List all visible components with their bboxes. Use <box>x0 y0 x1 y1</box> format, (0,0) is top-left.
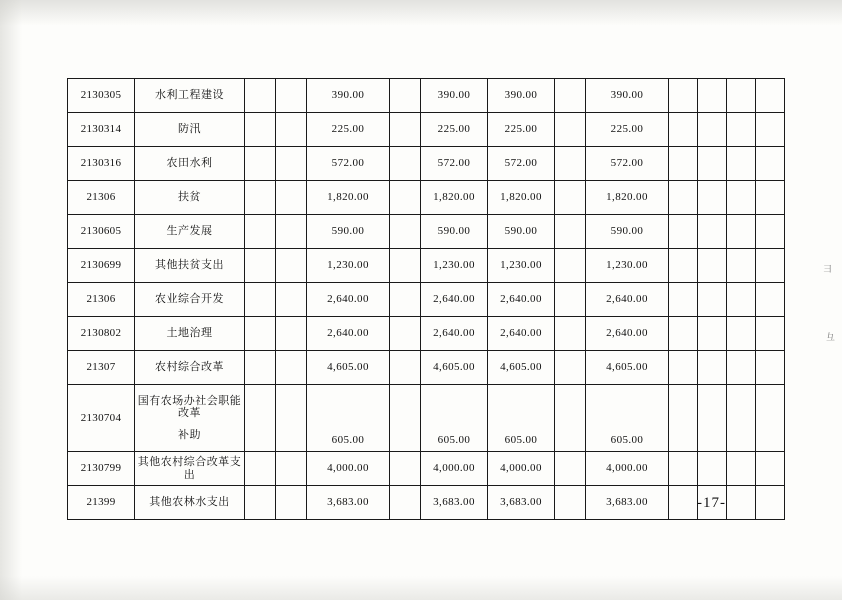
table-row <box>68 249 785 283</box>
row-amount-1: 2,640.00 <box>307 283 390 317</box>
row-blank-3 <box>390 113 421 147</box>
row-amount-4: 3,683.00 <box>586 486 669 520</box>
row-blank-5 <box>669 79 698 113</box>
row-blank-2 <box>276 79 307 113</box>
row-blank-2 <box>276 317 307 351</box>
row-blank-7 <box>727 486 756 520</box>
row-blank-4 <box>555 147 586 181</box>
row-blank-1 <box>245 147 276 181</box>
row-blank-1 <box>245 351 276 385</box>
row-blank-1 <box>245 385 276 452</box>
page-number: -17- <box>697 495 726 511</box>
row-blank-5 <box>669 385 698 452</box>
row-name-line-2: 补助 <box>178 427 201 441</box>
row-blank-1 <box>245 283 276 317</box>
row-blank-3 <box>390 147 421 181</box>
row-name <box>135 385 245 452</box>
row-amount-1: 572.00 <box>307 147 390 181</box>
row-blank-4 <box>555 317 586 351</box>
row-blank-2 <box>276 113 307 147</box>
row-name: 其他农村综合改革支出 <box>135 452 245 486</box>
row-amount-2: 4,000.00 <box>421 452 488 486</box>
row-code: 2130605 <box>68 215 135 249</box>
row-blank-6 <box>698 317 727 351</box>
row-amount-3: 590.00 <box>488 215 555 249</box>
row-blank-6 <box>698 249 727 283</box>
row-blank-4 <box>555 452 586 486</box>
row-blank-8 <box>756 486 785 520</box>
table-row <box>68 283 785 317</box>
row-amount-1: 2,640.00 <box>307 317 390 351</box>
table-row <box>68 113 785 147</box>
row-amount-1: 1,230.00 <box>307 249 390 283</box>
budget-table-body <box>68 79 785 520</box>
row-code: 21306 <box>68 181 135 215</box>
row-blank-6 <box>698 147 727 181</box>
row-amount-1: 3,683.00 <box>307 486 390 520</box>
row-blank-2 <box>276 147 307 181</box>
row-amount-3: 1,820.00 <box>488 181 555 215</box>
row-name: 其他扶贫支出 <box>135 249 245 283</box>
row-name: 扶贫 <box>135 181 245 215</box>
row-blank-6 <box>698 113 727 147</box>
row-blank-2 <box>276 181 307 215</box>
row-blank-1 <box>245 249 276 283</box>
table-row <box>68 147 785 181</box>
budget-table <box>67 78 785 520</box>
row-blank-5 <box>669 113 698 147</box>
row-name: 水利工程建设 <box>135 79 245 113</box>
row-blank-1 <box>245 79 276 113</box>
row-blank-8 <box>756 215 785 249</box>
row-blank-8 <box>756 452 785 486</box>
row-amount-3: 390.00 <box>488 79 555 113</box>
row-amount-3: 1,230.00 <box>488 249 555 283</box>
row-blank-3 <box>390 215 421 249</box>
row-blank-4 <box>555 113 586 147</box>
row-amount-2: 572.00 <box>421 147 488 181</box>
row-blank-6 <box>698 283 727 317</box>
row-blank-3 <box>390 351 421 385</box>
row-blank-8 <box>756 317 785 351</box>
row-blank-3 <box>390 385 421 452</box>
row-blank-3 <box>390 486 421 520</box>
row-blank-7 <box>727 351 756 385</box>
row-blank-4 <box>555 79 586 113</box>
row-blank-7 <box>727 215 756 249</box>
table-row <box>68 181 785 215</box>
row-blank-5 <box>669 215 698 249</box>
table-row <box>68 351 785 385</box>
row-blank-4 <box>555 249 586 283</box>
row-amount-3: 4,000.00 <box>488 452 555 486</box>
row-blank-6 <box>698 215 727 249</box>
row-blank-7 <box>727 385 756 452</box>
row-amount-4: 4,605.00 <box>586 351 669 385</box>
row-blank-8 <box>756 181 785 215</box>
row-code: 21399 <box>68 486 135 520</box>
row-amount-2: 2,640.00 <box>421 317 488 351</box>
row-amount-1: 1,820.00 <box>307 181 390 215</box>
row-amount-4: 390.00 <box>586 79 669 113</box>
row-blank-2 <box>276 486 307 520</box>
row-name: 土地治理 <box>135 317 245 351</box>
row-blank-5 <box>669 351 698 385</box>
scan-edge-shadow-left <box>0 0 22 600</box>
row-blank-2 <box>276 249 307 283</box>
row-amount-4: 4,000.00 <box>586 452 669 486</box>
table-row <box>68 385 785 452</box>
row-amount-4: 2,640.00 <box>586 317 669 351</box>
row-code: 2130314 <box>68 113 135 147</box>
row-name: 农业综合开发 <box>135 283 245 317</box>
row-blank-2 <box>276 283 307 317</box>
row-amount-1: 225.00 <box>307 113 390 147</box>
row-amount-2: 1,230.00 <box>421 249 488 283</box>
row-blank-3 <box>390 79 421 113</box>
row-name: 生产发展 <box>135 215 245 249</box>
table-row <box>68 486 785 520</box>
row-code: 21306 <box>68 283 135 317</box>
row-blank-4 <box>555 351 586 385</box>
row-amount-2: 1,820.00 <box>421 181 488 215</box>
row-code: 2130316 <box>68 147 135 181</box>
row-amount-3: 605.00 <box>488 385 555 452</box>
row-amount-4: 590.00 <box>586 215 669 249</box>
row-amount-3: 572.00 <box>488 147 555 181</box>
row-blank-6 <box>698 181 727 215</box>
row-blank-3 <box>390 317 421 351</box>
row-amount-2: 3,683.00 <box>421 486 488 520</box>
row-blank-4 <box>555 215 586 249</box>
row-blank-1 <box>245 486 276 520</box>
row-amount-2: 225.00 <box>421 113 488 147</box>
table-row <box>68 215 785 249</box>
row-blank-6 <box>698 385 727 452</box>
row-amount-2: 2,640.00 <box>421 283 488 317</box>
row-amount-4: 572.00 <box>586 147 669 181</box>
row-amount-3: 2,640.00 <box>488 317 555 351</box>
row-blank-7 <box>727 283 756 317</box>
row-name: 农田水利 <box>135 147 245 181</box>
row-amount-1: 605.00 <box>307 385 390 452</box>
row-code: 2130802 <box>68 317 135 351</box>
row-blank-3 <box>390 452 421 486</box>
row-blank-3 <box>390 181 421 215</box>
row-blank-3 <box>390 249 421 283</box>
row-code: 2130699 <box>68 249 135 283</box>
row-blank-7 <box>727 147 756 181</box>
row-name: 其他农林水支出 <box>135 486 245 520</box>
row-amount-1: 4,000.00 <box>307 452 390 486</box>
row-blank-6 <box>698 452 727 486</box>
row-blank-8 <box>756 249 785 283</box>
row-blank-2 <box>276 385 307 452</box>
table-row <box>68 79 785 113</box>
margin-mark-upper: 彐 <box>823 264 833 274</box>
row-amount-1: 390.00 <box>307 79 390 113</box>
row-blank-4 <box>555 385 586 452</box>
row-blank-1 <box>245 317 276 351</box>
row-blank-1 <box>245 113 276 147</box>
row-code: 2130704 <box>68 385 135 452</box>
row-blank-6 <box>698 79 727 113</box>
row-blank-5 <box>669 181 698 215</box>
row-blank-1 <box>245 215 276 249</box>
row-amount-1: 4,605.00 <box>307 351 390 385</box>
scan-edge-shadow-bottom <box>0 576 842 600</box>
row-blank-3 <box>390 283 421 317</box>
row-blank-2 <box>276 215 307 249</box>
table-row <box>68 317 785 351</box>
row-blank-7 <box>727 249 756 283</box>
row-amount-3: 2,640.00 <box>488 283 555 317</box>
row-blank-1 <box>245 452 276 486</box>
row-blank-5 <box>669 249 698 283</box>
row-blank-5 <box>669 317 698 351</box>
margin-mark-lower: 彑 <box>826 332 836 342</box>
row-blank-8 <box>756 351 785 385</box>
row-amount-4: 225.00 <box>586 113 669 147</box>
row-blank-7 <box>727 452 756 486</box>
row-blank-5 <box>669 147 698 181</box>
table-row <box>68 452 785 486</box>
scan-edge-shadow-top <box>0 0 842 26</box>
row-blank-2 <box>276 452 307 486</box>
row-blank-7 <box>727 79 756 113</box>
row-amount-4: 605.00 <box>586 385 669 452</box>
row-name: 防汛 <box>135 113 245 147</box>
row-blank-5 <box>669 283 698 317</box>
row-amount-2: 590.00 <box>421 215 488 249</box>
row-amount-4: 1,820.00 <box>586 181 669 215</box>
row-name-line-1: 国有农场办社会职能改革 <box>137 393 242 420</box>
row-blank-2 <box>276 351 307 385</box>
row-blank-5 <box>669 486 698 520</box>
row-code: 2130799 <box>68 452 135 486</box>
row-amount-3: 225.00 <box>488 113 555 147</box>
row-blank-4 <box>555 486 586 520</box>
row-amount-1: 590.00 <box>307 215 390 249</box>
row-code: 2130305 <box>68 79 135 113</box>
row-code: 21307 <box>68 351 135 385</box>
row-amount-3: 4,605.00 <box>488 351 555 385</box>
row-name: 农村综合改革 <box>135 351 245 385</box>
row-blank-7 <box>727 317 756 351</box>
row-blank-8 <box>756 385 785 452</box>
row-blank-4 <box>555 283 586 317</box>
row-blank-8 <box>756 113 785 147</box>
row-blank-7 <box>727 113 756 147</box>
row-blank-7 <box>727 181 756 215</box>
row-blank-8 <box>756 79 785 113</box>
row-amount-2: 4,605.00 <box>421 351 488 385</box>
row-amount-2: 390.00 <box>421 79 488 113</box>
row-blank-1 <box>245 181 276 215</box>
row-blank-5 <box>669 452 698 486</box>
row-blank-8 <box>756 147 785 181</box>
row-blank-8 <box>756 283 785 317</box>
row-amount-3: 3,683.00 <box>488 486 555 520</box>
row-blank-6 <box>698 351 727 385</box>
row-amount-4: 1,230.00 <box>586 249 669 283</box>
row-amount-4: 2,640.00 <box>586 283 669 317</box>
row-blank-4 <box>555 181 586 215</box>
row-amount-2: 605.00 <box>421 385 488 452</box>
